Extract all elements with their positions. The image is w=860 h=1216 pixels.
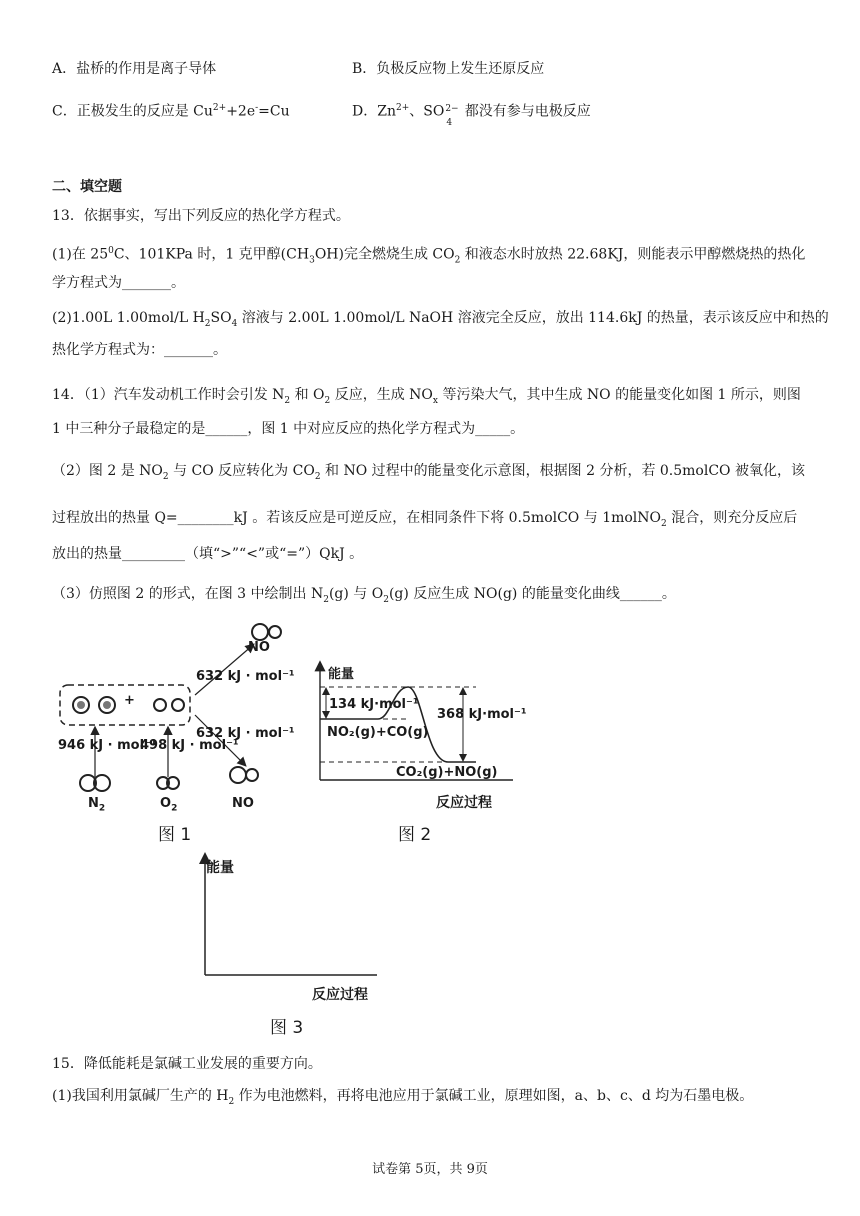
fig1-energy-o2: 498 kJ · mol⁻¹	[140, 738, 239, 753]
option-b: B．负极反应物上发生还原反应	[352, 61, 545, 77]
q14-part1-line2: 1 中三种分子最稳定的是______，图 1 中对应反应的热化学方程式为_____。	[52, 421, 525, 437]
page-footer: 试卷第 5页，共 9页	[372, 1162, 488, 1177]
no-n-atom-bottom	[230, 767, 246, 783]
fig2-reactants-label: NO₂(g)+CO(g)	[327, 725, 429, 740]
q14-part1-line1: 14．（1）汽车发动机工作时会引发 $N_2$ 和 $O_2$ 反应，生成 $NO_x$ 等污染大气，其中生成 NO 的能量变化如图 1 所示，则图	[52, 387, 801, 406]
o-atom-right	[172, 699, 184, 711]
q14-part2-line2: 过程放出的热量 Q=________kJ 。若该反应是可逆反应，在相同条件下将 0.5molCO 与 1molNO$_2$ 混合，则充分反应后	[52, 510, 798, 529]
option-d: D．$Zn^{2+}$、SO 2− 4 都没有参与电极反应	[352, 103, 591, 128]
fig2-dh-label: 368 kJ·mol⁻¹	[437, 707, 527, 722]
fig1-no-top-label: NO	[248, 640, 270, 655]
q14-part2-line3: 放出的热量_________（填“>”“<”或“=”）QkJ 。	[52, 546, 364, 562]
o-atom-left	[154, 699, 166, 711]
fig1-caption: 图 1	[158, 825, 192, 845]
q15-part1: (1)我国利用氯碱厂生产的 $H_2$ 作为电池燃料，再将电池应用于氯碱工业，原理如图，a、b、c、d 均为石墨电极。	[52, 1088, 754, 1107]
fig1-energy-n2: 946 kJ · mol⁻¹	[58, 738, 157, 753]
fig2-caption: 图 2	[398, 825, 432, 845]
fig1-energy-down: 632 kJ · mol⁻¹	[196, 726, 295, 741]
q13-part1-line2: 学方程式为_______。	[52, 275, 185, 291]
n-atom-left-fill	[77, 701, 85, 709]
q14-part3: （3）仿照图 2 的形式，在图 3 中绘制出 $N_2(g)$ 与 $O_2(g)$ 反应生成 NO(g) 的能量变化曲线______。	[52, 586, 676, 605]
fig2-y-label: 能量	[328, 667, 355, 682]
fig1-energy-up: 632 kJ · mol⁻¹	[196, 669, 295, 684]
fig1-plus: +	[124, 693, 135, 708]
section-title: 二、填空题	[52, 179, 122, 195]
no-o-atom-top	[269, 626, 281, 638]
fig2-ea-label: 134 kJ·mol⁻¹	[329, 697, 419, 712]
fig1-n2-label: $N_2$	[88, 796, 106, 814]
q13-part1-line1: (1)在 $25^0C$、101KPa 时，1 克甲醇$(CH_3OH)$完全燃烧生成 $CO_2$ 和液态水时放热 22.68KJ，则能表示甲醇燃烧热的热化	[52, 246, 806, 266]
q14-part2-line1: （2）图 2 是 $NO_2$ 与 CO 反应转化为 $CO_2$ 和 NO 过程中的能量变化示意图，根据图 2 分析，若 0.5molCO 被氧化，该	[52, 463, 805, 482]
q13-part2-line1: (2)1.00L 1.00mol/L $H_2SO_4$ 溶液与 2.00L 1.00mol/L NaOH 溶液完全反应，放出 114.6kJ 的热量，表示该反应中和热的	[52, 310, 829, 329]
question-15-stem: 15．降低能耗是氯碱工业发展的重要方向。	[52, 1056, 322, 1072]
q13-part2-line2: 热化学方程式为：_______。	[52, 342, 227, 358]
option-a: A．盐桥的作用是离子导体	[52, 61, 217, 77]
fig3-caption: 图 3	[270, 1018, 304, 1038]
fig3-x-label: 反应过程	[312, 987, 368, 1003]
question-13-stem: 13．依据事实，写出下列反应的热化学方程式。	[52, 208, 350, 224]
fig1-o2-label: $O_2$	[160, 796, 178, 814]
fig3-y-label: 能量	[206, 860, 234, 876]
no-o-atom-bottom	[246, 769, 258, 781]
n-atom-right-fill	[103, 701, 111, 709]
no-n-atom-top	[252, 624, 268, 640]
fig1-no-bottom-label: NO	[232, 796, 254, 811]
option-c: C．正极发生的反应是 $Cu^{2+}+2e^-=Cu$	[52, 103, 290, 120]
fig2-products-label: CO₂(g)+NO(g)	[396, 765, 498, 780]
fig2-x-label: 反应过程	[436, 795, 492, 811]
